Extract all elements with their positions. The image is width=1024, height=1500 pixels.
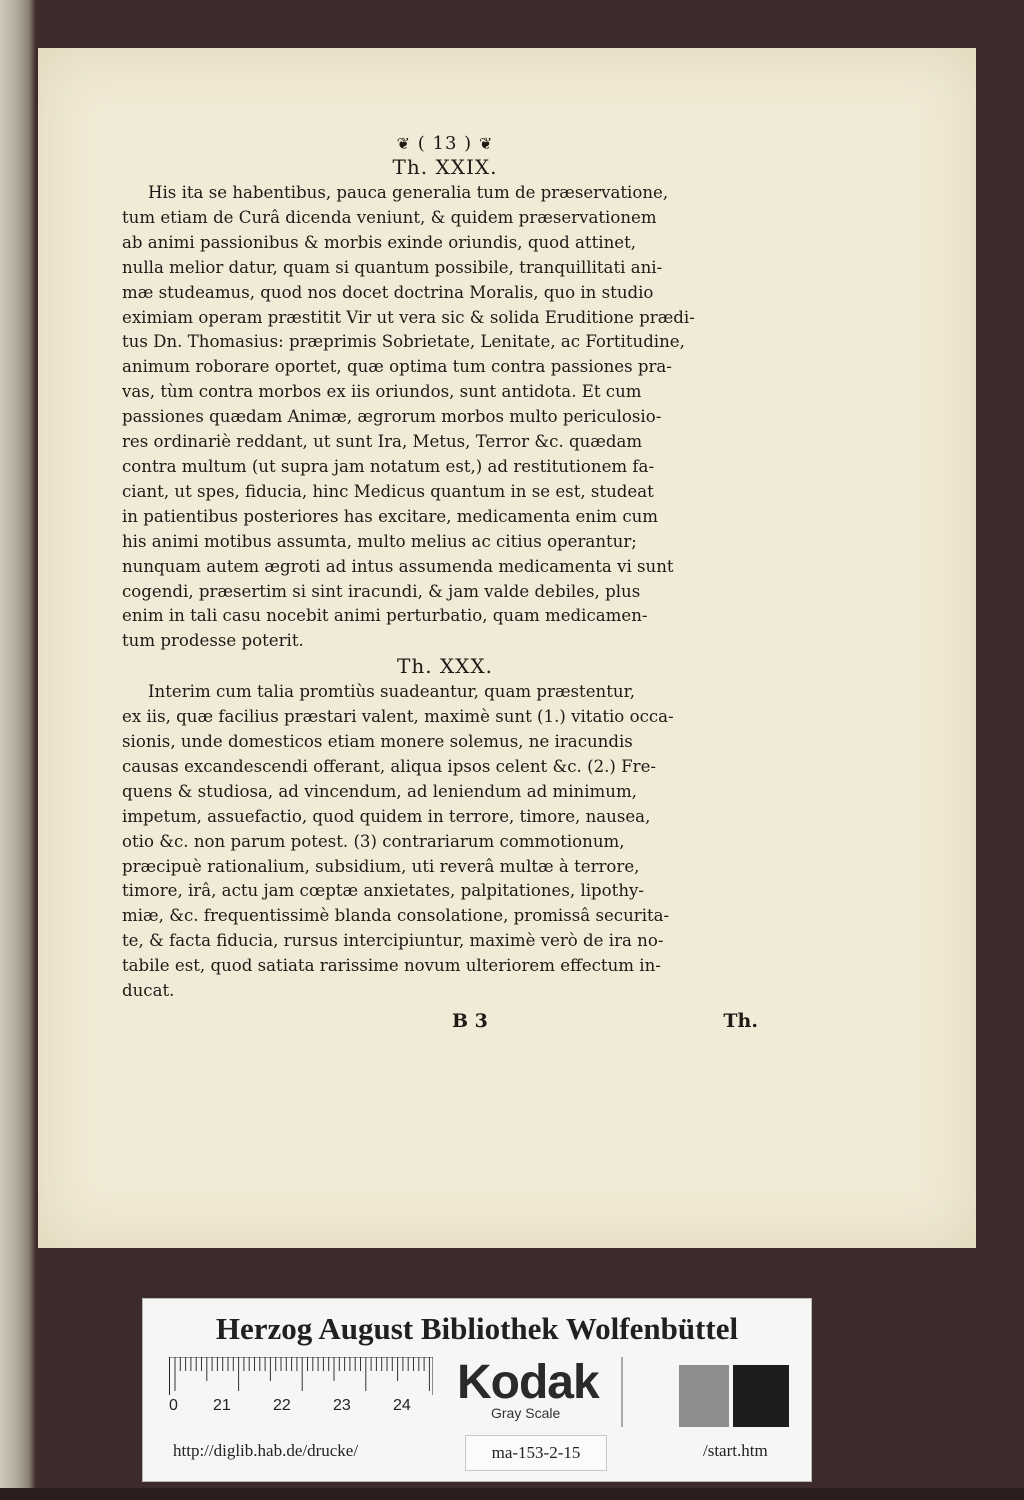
text-line: sionis, unde domesticos etiam monere solemus, ne iracundis [122,732,633,752]
text-line: contra multum (ut supra jam notatum est,) ad restitutionem fa- [122,456,655,476]
ruler-labels [169,1397,433,1421]
page-text-block [122,133,768,1032]
text-line: ex iis, quæ facilius præstari valent, maximè sunt (1.) vitatio occa- [122,707,674,727]
text-line: in patientibus posteriores has excitare, medicamenta enim cum [122,506,659,526]
catchword: Th. [723,1010,758,1032]
text-line: causas excandescendi offerant, aliqua ipsos celent &c. (2.) Fre- [122,756,657,776]
text-line: his animi motibus assumta, multo melius ac citius operantur; [122,531,637,551]
text-line: mæ studeamus, quod nos docet doctrina Moralis, quo in studio [122,282,654,302]
text-line: timore, irâ, actu jam cœptæ anxietates, palpitationes, lipothy- [122,881,645,901]
text-line: nulla melior datur, quam si quantum possibile, tranquillitati ani- [122,257,663,277]
start-path: /start.htm [703,1441,768,1460]
text-line: passiones quædam Animæ, ægrorum morbos multo periculosio- [122,407,662,427]
ruler-label: 21 [213,1397,231,1414]
ruler-label: 24 [393,1397,411,1414]
kodak-logo: Kodak [457,1356,599,1409]
library-url: http://diglib.hab.de/drucke/ [173,1441,359,1460]
ruler-scale [169,1357,433,1395]
kodak-gray-scale-card [142,1298,812,1482]
library-title: Herzog August Bibliothek Wolfenbüttel [215,1311,739,1346]
text-line: tus Dn. Thomasius: præprimis Sobrietate, Lenitate, ac Fortitudine, [122,332,685,352]
text-line: te, & facta fiducia, rursus intercipiuntur, maximè verò de ira no- [122,931,664,951]
text-line: His ita se habentibus, pauca generalia tum de præservatione, [148,183,669,202]
page-footer [122,1004,768,1032]
page-number: ❦ ( 13 ) ❦ [396,133,494,154]
gray-scale-label: Gray Scale [491,1405,561,1421]
text-line: otio &c. non parum potest. (3) contrariarum commotionum, [122,831,625,851]
text-line: cogendi, præsertim si sint iracundi, & jam valde debiles, plus [122,581,641,601]
shelf-code: ma-153-2-15 [465,1435,607,1471]
section-paragraph [122,680,768,1004]
text-line: animum roborare oportet, quæ optima tum contra passiones pra- [122,357,672,377]
text-line: præcipuè rationalium, subsidium, uti reverâ multæ à terrore, [122,856,640,876]
text-line: quens & studiosa, ad vincendum, ad leniendum ad minimum, [122,781,637,801]
ruler-label: 22 [273,1397,291,1414]
gray-patch-medium [679,1365,729,1427]
text-line: tabile est, quod satiata rarissime novum ulteriorem effectum in- [122,956,661,976]
text-line: ab animi passionibus & morbis exinde oriundis, quod attinet, [122,232,637,252]
text-line: nunquam autem ægroti ad intus assumenda medicamenta vi sunt [122,556,674,576]
text-line: impetum, assuefactio, quod quidem in terrore, timore, nausea, [122,806,651,826]
section-heading: Th. XXIX. [392,155,498,179]
left-ornament-icon: ❦ [396,134,412,153]
text-line: vas, tùm contra morbos ex iis oriundos, sunt antidota. Et cum [122,382,642,402]
book-page [38,48,976,1248]
text-line: miæ, &c. frequentissimè blanda consolatione, promissâ securita- [122,906,670,926]
ruler-label: 0 [169,1397,178,1414]
text-line: tum etiam de Curâ dicenda veniunt, & quidem præservationem [122,207,657,227]
gray-patch-dark [733,1365,789,1427]
bottom-edge [0,1488,1024,1500]
text-line: eximiam operam præstitit Vir ut vera sic & solida Eruditione prædi- [122,307,695,327]
book-spine-edge [0,0,36,1500]
signature-mark: B 3 [452,1010,488,1032]
kodak-logo-box [451,1357,623,1427]
text-line: enim in tali casu nocebit animi perturbatio, quam medicamen- [122,606,648,626]
section-heading: Th. XXX. [396,654,493,679]
text-line: ciant, ut spes, fiducia, hinc Medicus quantum in se est, studeat [122,481,654,501]
section-paragraph [122,181,768,654]
text-line: Interim cum talia promtiùs suadeantur, quam præstentur, [148,682,635,702]
ruler-label: 23 [333,1397,351,1414]
text-line: ducat. [122,981,175,1001]
right-ornament-icon: ❦ [478,134,494,153]
text-line: tum prodesse poterit. [122,631,304,651]
text-line: res ordinariè reddant, ut sunt Ira, Metus, Terror &c. quædam [122,432,643,452]
